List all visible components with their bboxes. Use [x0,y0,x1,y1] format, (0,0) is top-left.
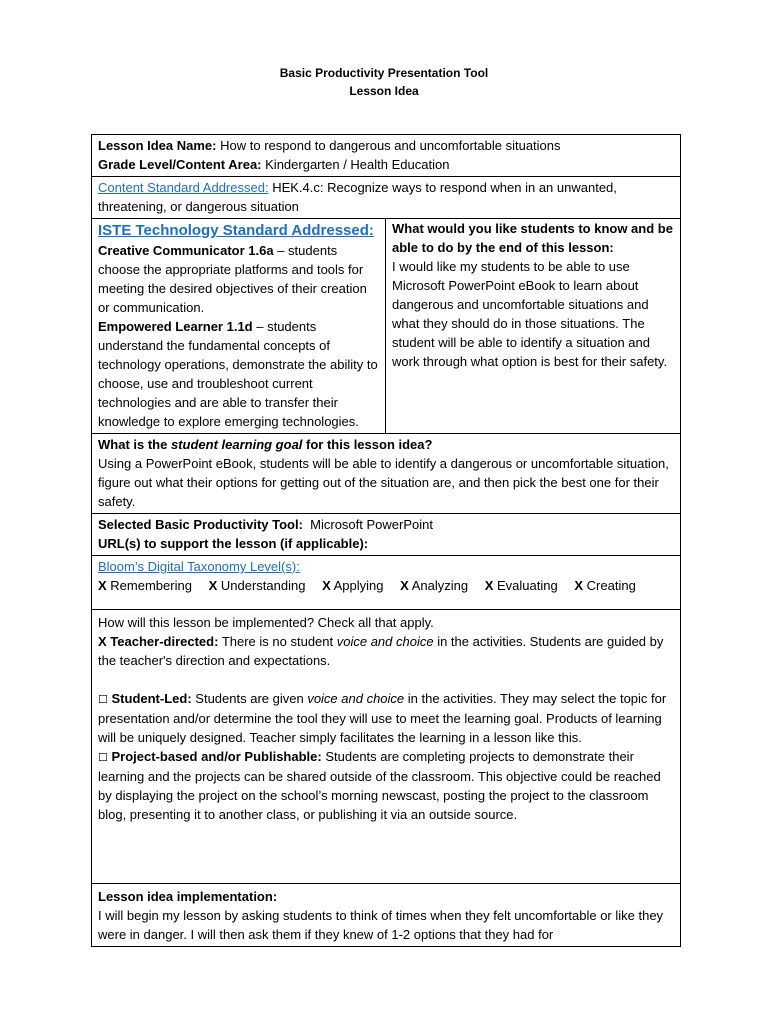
objectives-answer: I would like my students to be able to use Microsoft PowerPoint eBook to learn about dangerous and uncomfortable situations and what they should do in those situations. The student will be able to identify a situation and work through what option is best for their safety. [392,259,668,369]
bloom-level-analyzing: X Analyzing [400,578,469,593]
iste-std1-text: – students choose the appropriate platforms and tools for meeting the desired objectives of their creation or communication. [98,243,367,315]
bloom-level-creating: X Creating [574,578,636,593]
content-standard-row [92,177,681,219]
goal-question-suffix: for this lesson idea? [302,437,433,452]
option-student-led: ☐ Student-Led: Students are given voice and choice in the activities. They may select the topic for presentation and/or determine the tool they will use to meet the learning goal. Products of learning will be uniquely designed. Teacher simply facilitates the learning in a lesson like this. [98,691,667,745]
project-label: Project-based and/or Publishable: [111,749,322,764]
implementation-label: Lesson idea implementation: [98,889,278,904]
document-subtitle: Lesson Idea [349,84,419,98]
option-project-based: ☐ Project-based and/or Publishable: Students are completing projects to demonstrate their learning and the projects can be shared outside of the classroom. This objective could be reached by displaying the project on the school’s morning newscast, posting the project to the classroom blog, presenting it to another class, or publishing it via an outside source. [98,749,661,822]
iste-standard-link[interactable]: ISTE Technology Standard Addressed: [98,222,374,239]
document-title: Basic Productivity Presentation Tool [279,66,489,80]
bloom-levels [98,576,674,595]
implementation-question: How will this lesson be implemented? Check all that apply. [98,615,434,630]
content-standard-link[interactable]: Content Standard Addressed: [98,180,269,195]
tool-row [92,514,681,556]
tool-label: Selected Basic Productivity Tool: [98,517,303,532]
bloom-level-evaluating: X Evaluating [484,578,558,593]
bloom-level-applying: X Applying [322,578,384,593]
teacher-label: Teacher-directed: [110,634,219,649]
content-standard-value: HEK.4.c: Recognize ways to respond when in an unwanted, threatening, or dangerous situation [98,180,617,214]
student-checkbox[interactable]: ☐ [98,693,108,706]
standards-row [92,219,681,434]
iste-std1-label: Creative Communicator 1.6a [98,243,274,258]
implementation-row [92,884,681,947]
goal-answer: Using a PowerPoint eBook, students will be able to identify a dangerous or uncomfortable situation, figure out what their options for getting out of the situation are, and then pick the best one for their safety. [98,456,669,509]
grade-level-value: Kindergarten / Health Education [265,157,450,172]
implementation-text: I will begin my lesson by asking students to think of times when they felt uncomfortable or like they were in danger. I will then ask them if they knew of 1-2 options that they had for [98,908,664,942]
bloom-level-understanding: X Understanding [208,578,306,593]
teacher-checkbox[interactable]: X [98,634,107,649]
option-teacher-directed: X Teacher-directed: There is no student voice and choice in the activities. Students are guided by the teacher's direction and expectations. [98,634,664,668]
objectives-question: What would you like students to know and be able to do by the end of this lesson: [392,221,673,255]
lesson-name-row [92,135,681,177]
goal-question-prefix: What is the [98,437,171,452]
tool-value: Microsoft PowerPoint [310,517,433,532]
student-label: Student-Led: [111,691,192,706]
bloom-level-remembering: X Remembering [98,578,192,593]
implementation-type-row [92,610,681,884]
lesson-name-value: How to respond to dangerous and uncomfortable situations [220,138,561,153]
lesson-plan-table [91,134,681,947]
grade-level-label: Grade Level/Content Area: [98,157,262,172]
bloom-row [92,556,681,610]
goal-question-emph: student learning goal [170,437,303,452]
iste-std2-text: – students understand the fundamental concepts of technology operations, demonstrate the ability to choose, use and troubleshoot current technologies and are able to transfer their knowledge to explore emerging technologies. [98,319,378,429]
iste-std2-label: Empowered Learner 1.1d [98,319,253,334]
url-label: URL(s) to support the lesson (if applicable): [98,536,369,551]
project-checkbox[interactable]: ☐ [98,751,108,764]
lesson-name-label: Lesson Idea Name: [98,138,217,153]
document-header [0,64,768,100]
bloom-taxonomy-link[interactable]: Bloom’s Digital Taxonomy Level(s): [98,559,300,574]
learning-goal-row [92,434,681,514]
